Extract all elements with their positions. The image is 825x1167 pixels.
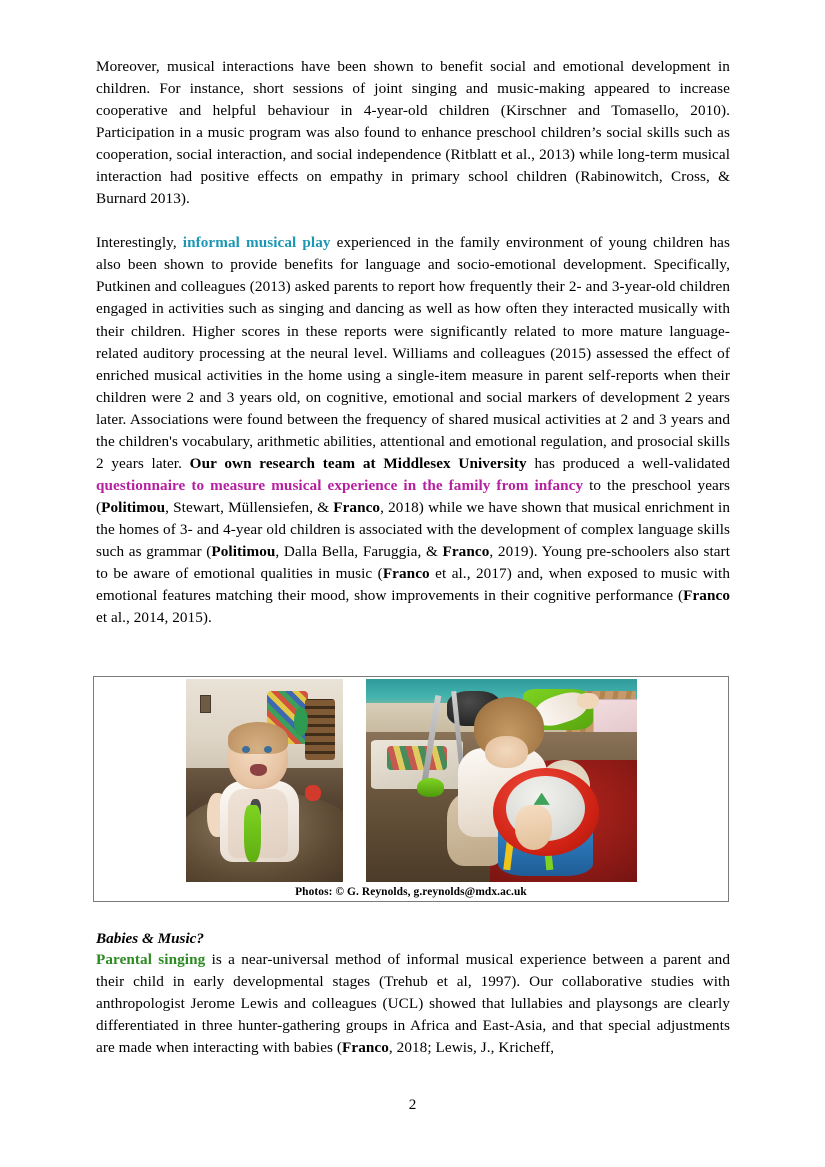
p2-run-6: to the preschool years (	[96, 476, 730, 516]
p2-run-2: experienced in the family environment of young children has also been shown to provide benefits for language and socio-emotional development. Specifically, Putkinen and colleagues (2013) asked parents to report how frequently their 2- and 3-year-old children engaged in activities such as singing and dancing as well as how often they interacted musically with their children. Higher scores in these reports were significantly related to more mature language-related auditory processing at the neural level. Williams and colleagues (2015) assessed the effect of enriched musical activities in the home using a single-item measure in parent self-reports when their children were 2 and 3 years old, on cognitive, emotional and social markers of development 2 years later. Associations were found between the frequency of shared musical activities at 2 and 3 years and the children's vocabulary, arithmetic abilities, attentional and emotional regulation, and prosocial skills 2 years later.	[96, 234, 730, 472]
paragraph-spacer	[96, 210, 730, 232]
p2-run-0: Interestingly,	[96, 234, 183, 252]
citation-franco-1: Franco	[333, 498, 381, 516]
highlight-parental-singing: Parental singing	[96, 951, 206, 968]
section-heading: Babies & Music?	[96, 930, 205, 947]
p3-run-1: is a near-universal method of informal musical experience between a parent and their child in early developmental stages (Trehub et al, 1997). Our collaborative studies with anthropologist Jerome Lewis and colleagues (UCL) showed that lullabies and playsongs are clearly differentiated in three hunter-gathering groups in Africa and East-Asia, and that special adjustments are made when interacting with babies (	[96, 951, 730, 1057]
paragraph-interestingly	[96, 232, 730, 629]
section-babies-and-music	[96, 928, 730, 1059]
p2-run-10: , 2018) while we have shown that musical enrichment in the homes of 3- and 4-year old children is associated with the development of complex language skills such as grammar (	[96, 498, 730, 560]
highlight-informal-musical-play: informal musical play	[182, 234, 331, 252]
p3-run-3: , 2018; Lewis, J., Kricheff,	[388, 1039, 555, 1057]
photo-baby-with-drum	[366, 679, 637, 882]
figure-caption: Photos: © G. Reynolds, g.reynolds@mdx.ac.uk	[295, 886, 527, 898]
p2-run-4: has produced a well-validated	[526, 454, 731, 472]
highlight-questionnaire: questionnaire to measure musical experience in the family from infancy	[96, 476, 584, 494]
figure-photos	[93, 676, 729, 902]
citation-franco-2: Franco	[442, 542, 490, 560]
p2-run-8: , Stewart, Müllensiefen, &	[165, 498, 334, 516]
p2-run-12: , Dalla Bella, Faruggia, &	[275, 542, 443, 560]
photo-row	[94, 679, 728, 882]
page-number: 2	[408, 1096, 417, 1113]
citation-franco-3: Franco	[382, 565, 430, 583]
citation-franco-4: Franco	[683, 587, 730, 605]
citation-politimou-2: Politimou	[211, 542, 276, 560]
citation-politimou-1: Politimou	[101, 498, 166, 516]
p2-run-18: et al., 2014, 2015).	[96, 609, 212, 627]
p2-run-16: et al., 2017) and, when exposed to music with emotional features matching their mood, show improvements in their cognitive performance (	[96, 565, 730, 605]
paragraph-1-text: Moreover, musical interactions have been shown to benefit social and emotional development in children. For instance, short sessions of joint singing and music-making appeared to increase cooperative and helpful behaviour in 4-year-old children (Kirschner and Tomasello, 2010). Participation in a music program was also found to enhance preschool children’s social skills such as cooperation, social interaction, and social independence (Ritblatt et al., 2013) while long-term musical interaction had positive effects on empathy in primary school children (Rabinowitch, Cross, & Burnard 2013).	[96, 58, 730, 208]
bold-own-research-team: Our own research team at Middlesex University	[189, 454, 527, 472]
paragraph-parental-singing	[96, 949, 730, 1059]
p2-run-14: , 2019). Young pre-schoolers also start to be aware of emotional qualities in music (	[96, 542, 730, 583]
citation-franco-5: Franco	[342, 1039, 389, 1057]
page-content	[96, 56, 730, 629]
photo-baby-with-shaker	[186, 679, 343, 882]
paragraph-moreover	[96, 56, 730, 210]
